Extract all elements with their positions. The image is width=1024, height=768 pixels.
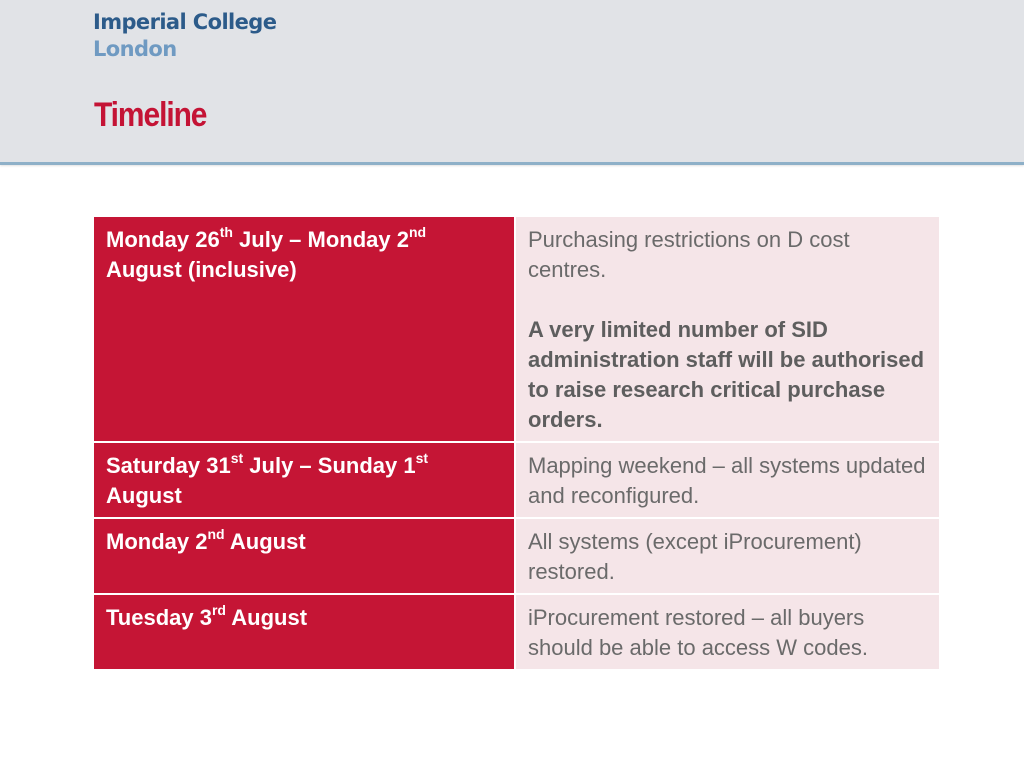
description-emphasis: A very limited number of SID administration staff will be authorised to raise research critical purchase orders.	[528, 317, 925, 432]
ordinal-suffix: st	[230, 449, 244, 466]
description-cell	[515, 594, 939, 669]
timeline-row	[94, 594, 939, 669]
logo-line-2: London	[93, 37, 177, 61]
description-cell	[515, 217, 939, 442]
date-part: Monday 2	[106, 529, 208, 554]
timeline-row	[94, 518, 939, 594]
date-cell	[94, 442, 515, 518]
timeline-row	[94, 442, 939, 518]
ordinal-suffix: rd	[211, 601, 226, 618]
timeline-row	[94, 217, 939, 442]
date-part: July – Monday 2	[232, 227, 409, 252]
date-cell	[94, 518, 515, 594]
logo-line-1: Imperial College	[93, 10, 277, 34]
ordinal-suffix: th	[219, 223, 233, 240]
date-part: August	[106, 483, 182, 508]
date-part: July – Sunday 1	[243, 453, 416, 478]
date-part: Saturday 31	[106, 453, 231, 478]
date-part: August (inclusive)	[106, 257, 297, 282]
date-cell	[94, 594, 515, 669]
description-text: iProcurement restored – all buyers should be able to access W codes.	[528, 605, 868, 660]
date-part: Tuesday 3	[106, 605, 212, 630]
date-part: August	[225, 605, 308, 630]
ordinal-suffix: st	[415, 449, 429, 466]
description-text: Mapping weekend – all systems updated and reconfigured.	[528, 453, 926, 508]
slide-title: Timeline	[94, 96, 207, 134]
imperial-college-logo	[93, 9, 276, 63]
timeline-table	[94, 217, 939, 669]
description-cell	[515, 442, 939, 518]
date-part: Monday 26	[106, 227, 220, 252]
description-text: Purchasing restrictions on D cost centres.	[528, 227, 850, 282]
date-cell	[94, 217, 515, 442]
description-cell	[515, 518, 939, 594]
ordinal-suffix: nd	[207, 525, 225, 542]
date-part: August	[224, 529, 306, 554]
description-text: All systems (except iProcurement) restored.	[528, 529, 862, 584]
slide-header	[0, 0, 1024, 165]
ordinal-suffix: nd	[408, 223, 427, 240]
